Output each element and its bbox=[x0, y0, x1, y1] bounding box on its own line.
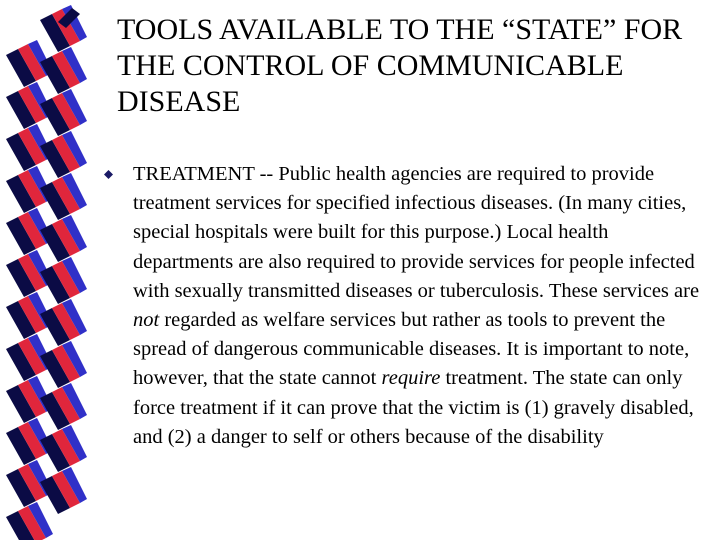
bullet-text-segment: regarded as welfare services but rather as tools to prevent the spread of dangerous communicable diseases. It is important to note, however, that the state cannot bbox=[133, 309, 690, 390]
decorative-ribbon-border bbox=[0, 0, 115, 540]
diamond-bullet-icon bbox=[104, 170, 113, 179]
bullet-text-segment: treatment. The state can only force treatment if it can prove that the victim is (1) gravely disabled, and (2) a danger to self or others because of the disability bbox=[133, 367, 694, 448]
slide-title: TOOLS AVAILABLE TO THE “STATE” FOR THE CONTROL OF COMMUNICABLE DISEASE bbox=[117, 13, 683, 118]
bullet-text-emphasis-not: not bbox=[133, 309, 160, 332]
bullet-text-segment: TREATMENT -- Public health agencies are required to provide treatment services for specified infectious diseases. (In many cities, special hospitals were built for this purpose.) Local health departments are also required to provide services for people infected with sexually transmitted diseases or tuberculosis. These services are bbox=[133, 163, 700, 302]
bullet-text-emphasis-require: require bbox=[381, 367, 441, 390]
bullet-text bbox=[133, 160, 709, 452]
